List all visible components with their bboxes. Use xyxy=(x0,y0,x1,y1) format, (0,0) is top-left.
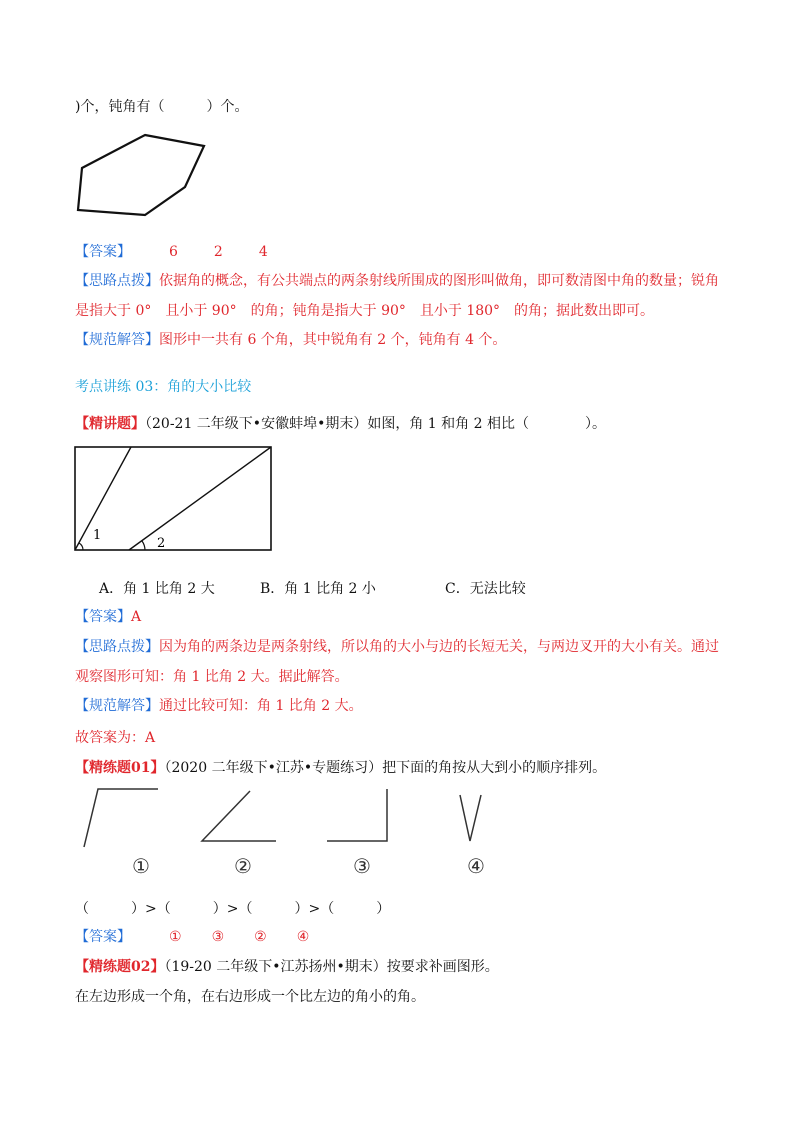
question-label: 【精练题01】 xyxy=(75,760,165,776)
question-label: 【精讲题】 xyxy=(75,416,145,432)
solution-2 xyxy=(75,696,363,716)
solution-text: 通过比较可知：角 1 比角 2 大。 xyxy=(159,698,363,714)
angle-label-1: ① xyxy=(132,854,150,878)
tip-2-line-1 xyxy=(75,637,719,657)
four-angles-figure xyxy=(70,783,500,883)
tip-1-line-1 xyxy=(75,271,719,291)
question-2 xyxy=(75,414,606,434)
conclusion: 故答案为：A xyxy=(75,730,156,746)
angle-label-3: ③ xyxy=(353,854,371,878)
answer-value: 6 xyxy=(169,244,178,260)
answer-value: ④ xyxy=(296,929,310,945)
answer-value: ③ xyxy=(211,929,225,945)
answer-2 xyxy=(75,607,141,627)
question-3 xyxy=(75,758,606,778)
answer-label: 【答案】 xyxy=(75,244,131,260)
question-4-instruction: 在左边形成一个角，在右边形成一个比左边的角小的角。 xyxy=(75,989,425,1005)
question-label: 【精练题02】 xyxy=(75,959,165,975)
question-4 xyxy=(75,957,499,977)
question-text: （2020 二年级下•江苏•专题练习）把下面的角按从大到小的顺序排列。 xyxy=(164,760,607,776)
solution-label: 【规范解答】 xyxy=(75,332,159,348)
order-blanks[interactable]: （ ）>（ ）>（ ）>（ ） xyxy=(75,901,391,917)
angle-1-label: 1 xyxy=(93,528,102,543)
answer-value: 2 xyxy=(213,244,223,260)
tip-label: 【思路点拨】 xyxy=(75,273,159,289)
hexagon-figure xyxy=(70,128,215,220)
tip-label: 【思路点拨】 xyxy=(75,639,159,655)
tip-text: 因为角的两条边是两条射线，所以角的大小与边的长短无关，与两边叉开的大小有关。通过 xyxy=(159,639,719,655)
question-fragment: )个，钝角有（ ）个。 xyxy=(75,99,249,115)
answer-label: 【答案】 xyxy=(75,609,131,625)
angle-4-shape xyxy=(460,795,481,841)
angle-comparison-figure xyxy=(72,444,274,554)
question-text: （19-20 二年级下•江苏扬州•期末）按要求补画图形。 xyxy=(164,959,499,975)
answer-value: ② xyxy=(254,929,267,945)
question-text: （20-21 二年级下•安徽蚌埠•期末）如图，角 1 和角 2 相比（ ）。 xyxy=(145,416,606,432)
answer-3 xyxy=(75,927,309,947)
option-a[interactable]: A．角 1 比角 2 大 xyxy=(99,581,215,597)
section-title: 考点讲练 03：角的大小比较 xyxy=(75,379,252,395)
solution-text: 图形中一共有 6 个角，其中锐角有 2 个，钝角有 4 个。 xyxy=(159,332,507,348)
tip-text: 依据角的概念，有公共端点的两条射线所围成的图形叫做角，即可数清图中角的数量；锐角 xyxy=(159,273,719,289)
angle-1-shape xyxy=(84,789,158,847)
angle-label-4: ④ xyxy=(467,854,485,878)
angle-2-shape xyxy=(202,791,276,841)
answer-value: 4 xyxy=(258,244,268,260)
tip-2-line-2: 观察图形可知：角 1 比角 2 大。据此解答。 xyxy=(75,669,349,685)
answer-value: A xyxy=(131,609,142,625)
answer-1 xyxy=(75,242,268,262)
angle-2-label: 2 xyxy=(157,536,166,551)
solution-label: 【规范解答】 xyxy=(75,698,159,714)
solution-1 xyxy=(75,330,506,350)
tip-1-line-2: 是指大于 0° 且小于 90° 的角；钝角是指大于 90° 且小于 180° 的角；据此数出即可。 xyxy=(75,303,655,319)
answer-value: ① xyxy=(169,929,182,945)
option-b[interactable]: B．角 1 比角 2 小 xyxy=(260,581,376,597)
option-c[interactable]: C．无法比较 xyxy=(445,581,526,597)
angle-label-2: ② xyxy=(234,854,252,878)
angle-3-shape xyxy=(327,789,387,841)
answer-label: 【答案】 xyxy=(75,929,131,945)
